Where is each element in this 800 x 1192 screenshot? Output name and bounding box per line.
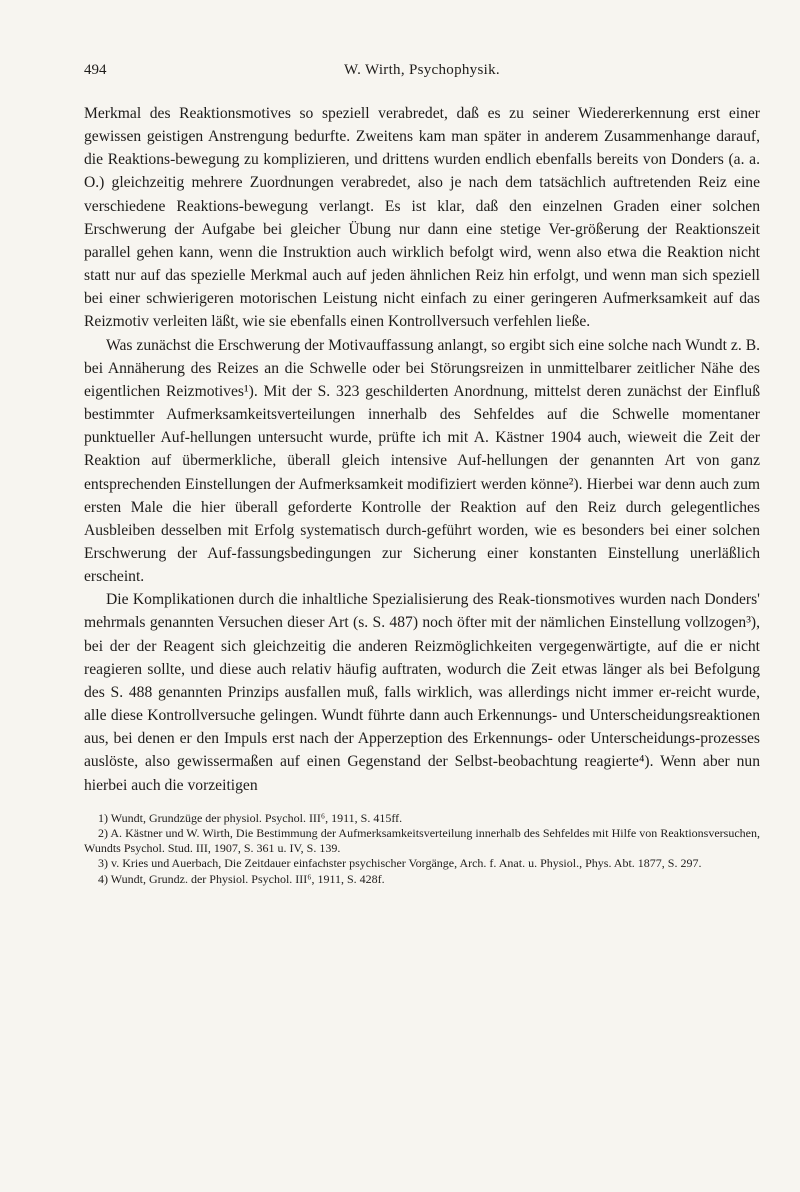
footnote-1: 1) Wundt, Grundzüge der physiol. Psychol. III⁶, 1911, S. 415ff. [98,810,403,825]
footnote-2: 2) A. Kästner und W. Wirth, Die Bestimmung der Aufmerksamkeitsverteilung innerhalb des Sehfeldes mit Hilfe von Reaktionsversuchen, Wundts Psychol. Stud. III, 1907, S. 361 u. IV, S. 139. [84,825,760,856]
paragraph-2: Was zunächst die Erschwerung der Motivauffassung anlangt, so ergibt sich eine solche nach Wundt z. B. bei Annäherung des Reizes an die Schwelle oder bei Störungsreizen in unmittelbarer zeitlicher Nähe des eigentlichen Reizmotives¹). Mit der S. 323 geschilderten Anordnung, mittelst deren zunächst der Einfluß bestimmter Aufmerksamkeitsverteilungen innerhalb des Sehfeldes auf die Schwelle momentaner punktueller Auf-hellungen untersucht wurde, prüfte ich mit A. Kästner 1904 auch, wieweit die Zeit der Reaktion auf übermerkliche, überall gleich intensive Auf-hellungen der genannten Art von ganz entsprechenden Einstellungen der Aufmerksamkeit modifiziert werden könne²). Hierbei war denn auch zum ersten Male die hier überall geforderte Kontrolle der Reaktion auf den Reiz durch gelegentliches Ausbleiben desselben mit Erfolg systematisch durch-geführt worden, wie es besonders bei einer solchen Erschwerung der Auf-fassungsbedingungen zur Sicherung einer konstanten Einstellung unerläßlich erscheint. [84,336,760,586]
running-header [84,62,760,88]
book-page [84,62,760,887]
footnotes [84,811,760,887]
paragraph-1: Merkmal des Reaktionsmotives so speziell verabredet, daß es zu seiner Wiedererkennung erst einer gewissen geistigen Anstrengung bedurfte. Zweitens kam man später in anderem Zusammenhange darauf, die Reaktions-bewegung zu komplizieren, und drittens wurden endlich ebenfalls bereits von Donders (a. a. O.) gleichzeitig mehrere Zuordnungen verabredet, also je nach dem tatsächlich auftretenden Reiz eine verschiedene Reaktions-bewegung verlangt. Es ist klar, daß den einzelnen Graden einer solchen Erschwerung der Aufgabe bei gleicher Übung nur dann eine stetige Ver-größerung der Reaktionszeit parallel gehen kann, wenn die Instruktion auch wirklich befolgt wird, wenn also etwa die Reaktion nicht statt nur auf das spezielle Merkmal auch auf jeden ähnlichen Reiz hin erfolgt, und wenn man sich speziell bei einer schwierigeren motorischen Leistung nicht einfach zu einer geringeren Aufmerksamkeit auf das Reizmotiv verleiten läßt, wie sie ebenfalls einen Kontrollversuch verfehlen ließe. [84,105,760,331]
main-text [84,102,760,797]
page-number: 494 [84,62,107,78]
footnote-3: 3) v. Kries und Auerbach, Die Zeitdauer einfachster psychischer Vorgänge, Arch. f. Anat. u. Physiol., Phys. Abt. 1877, S. 297. [98,856,702,871]
paragraph-3: Die Komplikationen durch die inhaltliche Spezialisierung des Reak-tionsmotives wurden nach Donders' mehrmals genannten Versuchen dieser Art (s. S. 487) noch öfter mit der nämlichen Einstellung vollzogen³), bei der der Reagent sich gleichzeitig die anderen Reizmöglichkeiten vergegenwärtigte, auf die er nicht reagieren sollte, und diese auch relativ häufig auftraten, wodurch die Zeit etwas länger als bei Befolgung des S. 488 genannten Prinzips ausfallen muß, falls wirklich, was allerdings nicht immer er-reicht wurde, alle diese Kontrollversuche gelingen. Wundt führte dann auch Erkennungs- und Unterscheidungsreaktionen aus, bei denen er den Impuls erst nach der Apperzeption des Erkennungs- oder Unterscheidungs-prozesses auslöste, also gewissermaßen auf einen Gegenstand der Selbst-beobachtung reagierte⁴). Wenn aber nun hierbei auch die vorzeitigen [84,591,760,794]
footnote-4: 4) Wundt, Grundz. der Physiol. Psychol. III⁶, 1911, S. 428f. [98,871,385,886]
running-title: W. Wirth, Psychophysik. [344,62,500,78]
